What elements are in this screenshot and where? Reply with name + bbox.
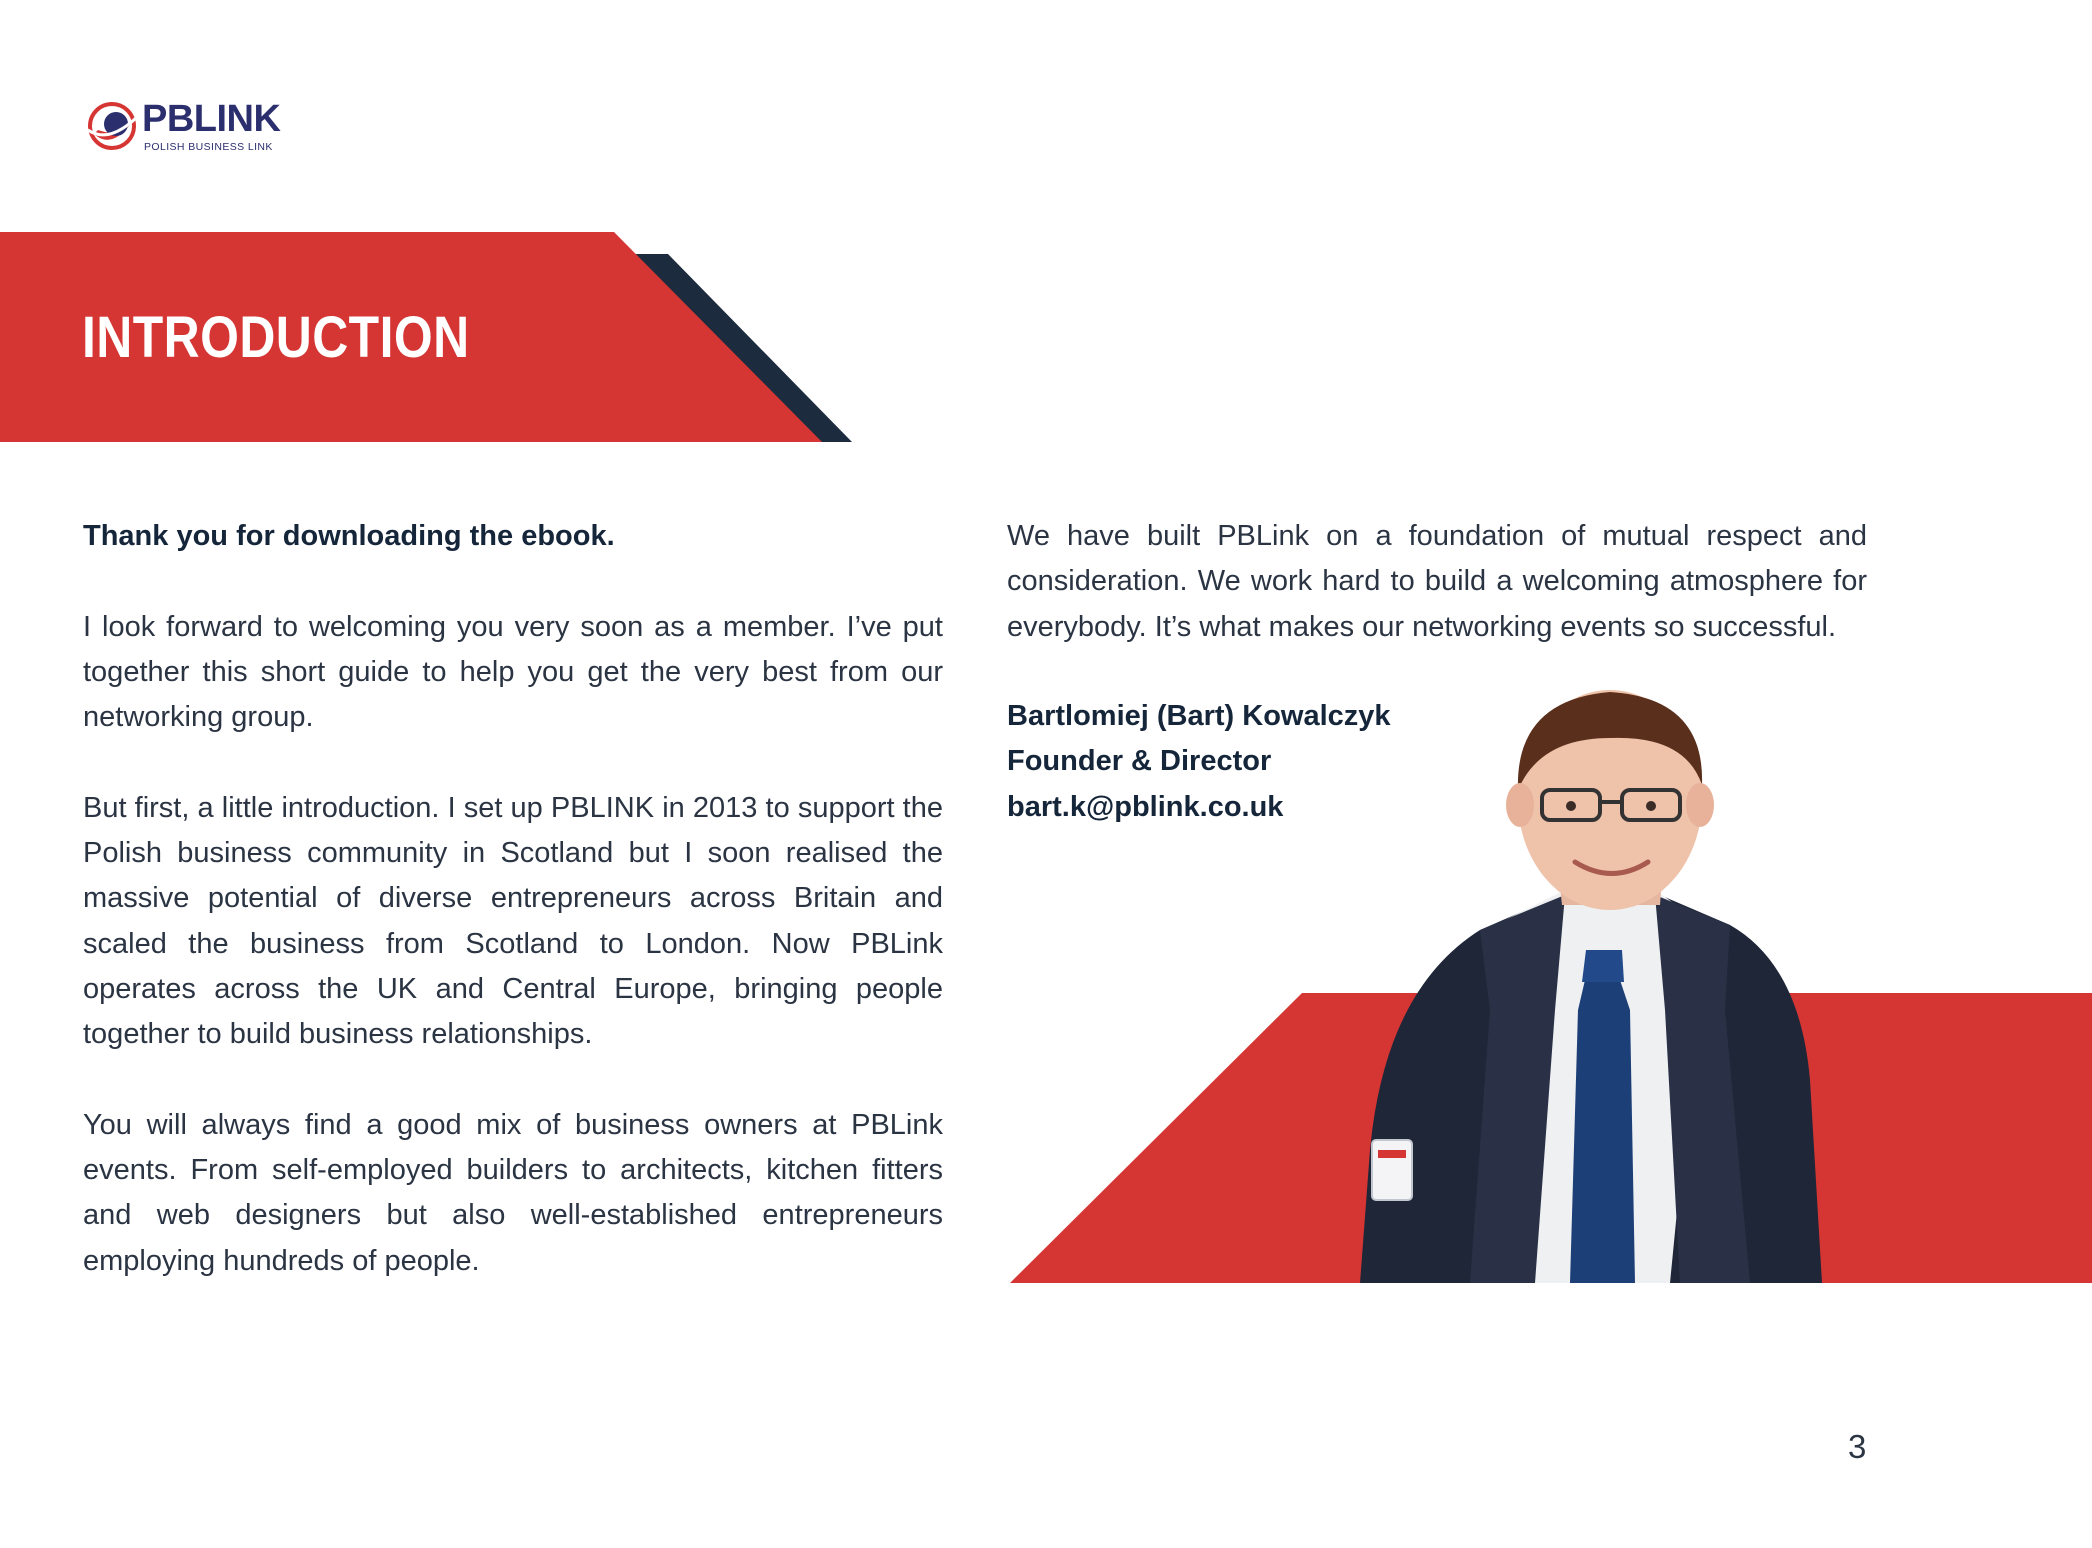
- founder-role: Founder & Director: [1007, 745, 1272, 778]
- pblink-logo-icon: [84, 100, 140, 152]
- signature-block: [1007, 694, 1427, 830]
- intro-heading: Thank you for downloading the ebook.: [83, 520, 615, 552]
- paragraph-history: But first, a little introduction. I set up PBLINK in 2013 to support the Polish business community in Scotland but I soon realised the massive potential of diverse entrepreneurs across Britain and scaled the business from Scotland to London. Now PBLink operates across the UK and Central Europe, bringing people together to build business relationships.: [83, 791, 943, 1051]
- right-column: [1007, 514, 1867, 695]
- left-column: [83, 514, 943, 1329]
- pblink-logo: [84, 98, 284, 158]
- paragraph-welcome: I look forward to welcoming you very soon as a member. I’ve put together this short guide to help you get the very best from our networking group.: [83, 610, 943, 734]
- page-number: 3: [1848, 1428, 1867, 1465]
- founder-name: Bartlomiej (Bart) Kowalczyk: [1007, 700, 1391, 732]
- logo-tagline: POLISH BUSINESS LINK: [144, 141, 273, 153]
- founder-email[interactable]: bart.k@pblink.co.uk: [1007, 790, 1284, 823]
- page-title: INTRODUCTION: [82, 305, 470, 370]
- logo-wordmark: PBLINK: [142, 98, 281, 140]
- section-banner: [0, 232, 860, 444]
- paragraph-values: We have built PBLink on a foundation of mutual respect and consideration. We work hard to build a welcoming atmosphere for everybody. It’s what makes our networking events so successful.: [1007, 520, 1867, 643]
- paragraph-members: You will always find a good mix of business owners at PBLink events. From self-employed builders to architects, kitchen fitters and web designers but also well-established entrepreneurs employing hundreds of people.: [83, 1108, 943, 1277]
